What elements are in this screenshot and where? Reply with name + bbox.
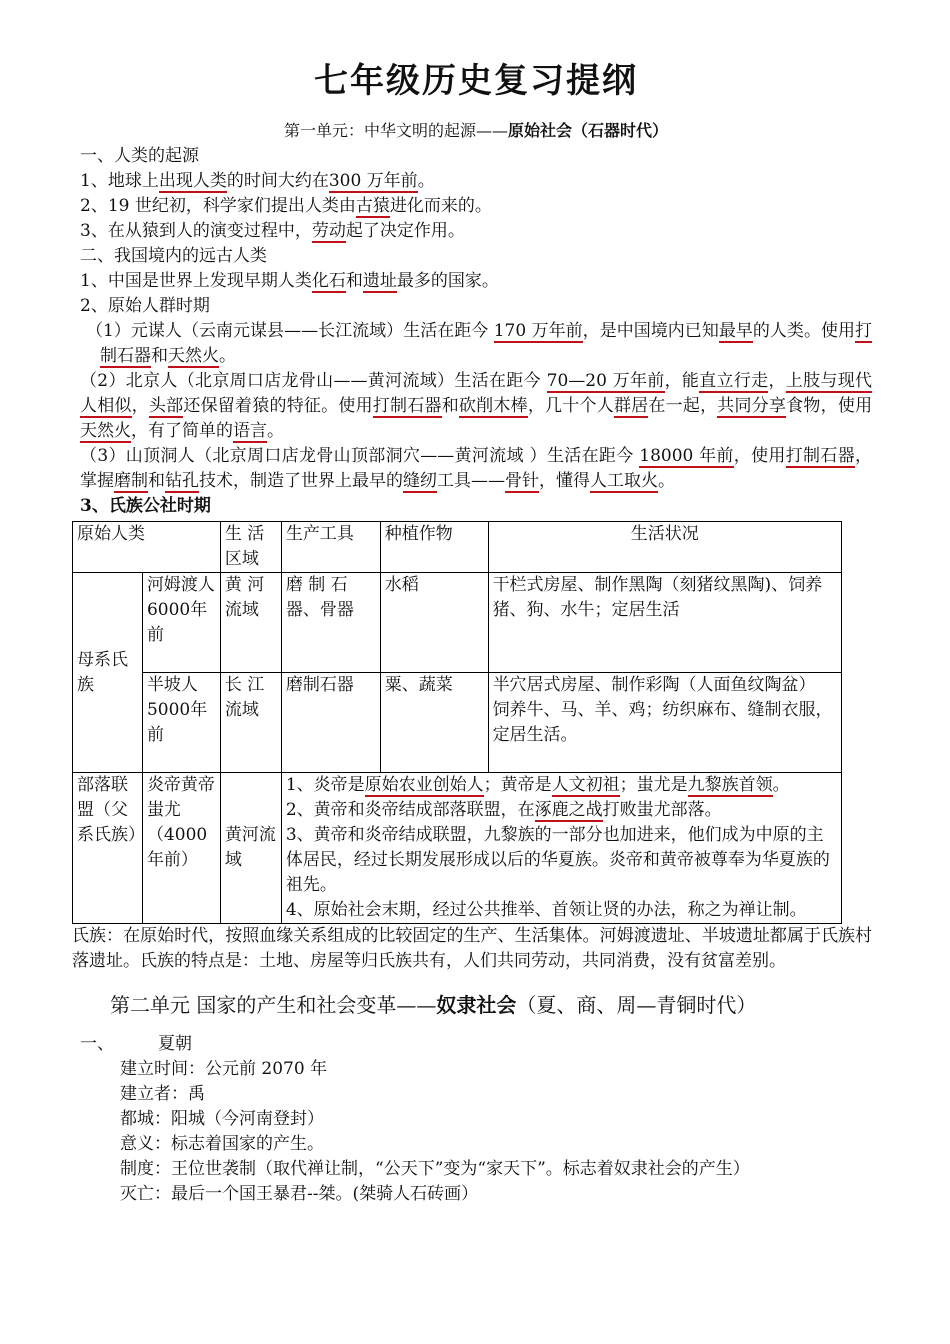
table-row — [73, 673, 842, 773]
header-crops: 种植作物 — [380, 522, 488, 573]
table-row — [73, 573, 842, 673]
cell-hemudu-region: 黄 河流域 — [220, 573, 281, 673]
clan-table — [72, 521, 842, 924]
cell-hemudu-life: 干栏式房屋、制作黑陶（刻猪纹黑陶)、饲养猪、狗、水牛；定居生活 — [488, 573, 841, 673]
cell-hemudu: 河姆渡人6000年前 — [142, 573, 220, 673]
xia-heading: 一、 夏朝 — [80, 1034, 192, 1054]
s1-line1: 1、地球上出现人类的时间大约在300 万年前。 — [80, 171, 435, 191]
clan-note: 氏族：在原始时代，按照血缘关系组成的比较固定的生产、生活集体。河姆渡遗址、半坡遗址都属于氏族村落遗址。氏族的特点是：土地、房屋等归氏族共有，人们共同劳动，共同消费，没有贫富差别。 — [72, 926, 872, 971]
yuanmou-paragraph: （1）元谋人（云南元谋县——长江流域）生活在距今 170 万年前，是中国境内已知最早的人类。使用打制石器和天然火。 — [86, 321, 873, 366]
list-item: 都城：阳城（今河南登封） — [120, 1109, 324, 1129]
header-life: 生活状况 — [488, 522, 841, 573]
section2-heading: 二、我国境内的远古人类 — [80, 246, 267, 266]
xia-items — [80, 1057, 872, 1207]
shanding-paragraph: （3）山顶洞人（北京周口店龙骨山顶部洞穴——黄河流域 ）生活在距今 18000 年前，使用打制石器，掌握磨制和钻孔技术，制造了世界上最早的缝纫工具——骨针，懂得人工取火。 — [80, 446, 873, 491]
table-row — [73, 773, 842, 924]
list-item: 灭亡：最后一个国王暴君--桀。(桀骑人石砖画） — [120, 1184, 479, 1204]
group-matrilineal: 母系氏族 — [73, 573, 143, 773]
group-tribal-alliance: 部落联盟（父系氏族） — [73, 773, 143, 924]
list-item: 建立者：禹 — [120, 1084, 205, 1104]
cell-yanhuang-region: 黄河流域 — [220, 773, 281, 924]
list-item: 制度：王位世袭制（取代禅让制，“公天下”变为“家天下”。标志着奴隶社会的产生） — [120, 1159, 750, 1179]
header-people: 原始人类 — [73, 522, 221, 573]
header-region: 生 活区域 — [220, 522, 281, 573]
document-page — [72, 56, 873, 1207]
section1-heading: 一、人类的起源 — [80, 146, 199, 166]
unit1-heading — [80, 118, 872, 144]
table-header-row — [73, 522, 842, 573]
cell-banpo-region: 长 江流域 — [220, 673, 281, 773]
cell-banpo-crops: 粟、蔬菜 — [380, 673, 488, 773]
unit2-heading: 第二单元 国家的产生和社会变革——奴隶社会（夏、商、周—青铜时代） — [110, 993, 757, 1017]
document-title: 七年级历史复习提纲 — [314, 61, 638, 101]
unit1-prefix: 第一单元：中华文明的起源—— — [283, 121, 508, 140]
beijing-paragraph: （2）北京人（北京周口店龙骨山——黄河流域）生活在距今 70—20 万年前，能直立行走，上肢与现代人相似，头部还保留着猿的特征。使用打制石器和砍削木棒，几十个人群居在一起，共同分享食物，使用天然火，有了简单的语言。 — [80, 371, 873, 441]
cell-banpo: 半坡人5000年前 — [142, 673, 220, 773]
s2-line2: 2、原始人群时期 — [80, 296, 210, 316]
cell-hemudu-crops: 水稻 — [380, 573, 488, 673]
cell-yanhuang-notes: 1、炎帝是原始农业创始人；黄帝是人文初祖；蚩尤是九黎族首领。 2、黄帝和炎帝结成部落联盟，在涿鹿之战打败蚩尤部落。 3、黄帝和炎帝结成联盟，九黎族的一部分也加进来，他们成为中原的主体居民，经过长期发展形成以后的华夏族。炎帝和黄帝被尊奉为华夏族的祖先。 4、原始社会末期，经过公共推举、首领让贤的办法，称之为禅让制。 — [281, 773, 841, 924]
cell-banpo-life: 半穴居式房屋、制作彩陶（人面鱼纹陶盆） 饲养牛、马、羊、鸡；纺织麻布、缝制衣服，定居生活。 — [488, 673, 841, 773]
cell-hemudu-tools: 磨 制 石器、骨器 — [281, 573, 380, 673]
s1-line2: 2、19 世纪初，科学家们提出人类由古猿进化而来的。 — [80, 196, 492, 216]
s2-line3: 3、氏族公社时期 — [80, 496, 211, 516]
list-item: 意义：标志着国家的产生。 — [120, 1134, 324, 1154]
list-item: 建立时间：公元前 2070 年 — [120, 1059, 328, 1079]
cell-banpo-tools: 磨制石器 — [281, 673, 380, 773]
unit1-bold: 原始社会（石器时代） — [508, 121, 669, 140]
cell-yanhuang: 炎帝黄帝蚩尤（4000年前） — [142, 773, 220, 924]
header-tools: 生产工具 — [281, 522, 380, 573]
s2-line1: 1、中国是世界上发现早期人类化石和遗址最多的国家。 — [80, 271, 499, 291]
s1-line3: 3、在从猿到人的演变过程中，劳动起了决定作用。 — [80, 221, 465, 241]
